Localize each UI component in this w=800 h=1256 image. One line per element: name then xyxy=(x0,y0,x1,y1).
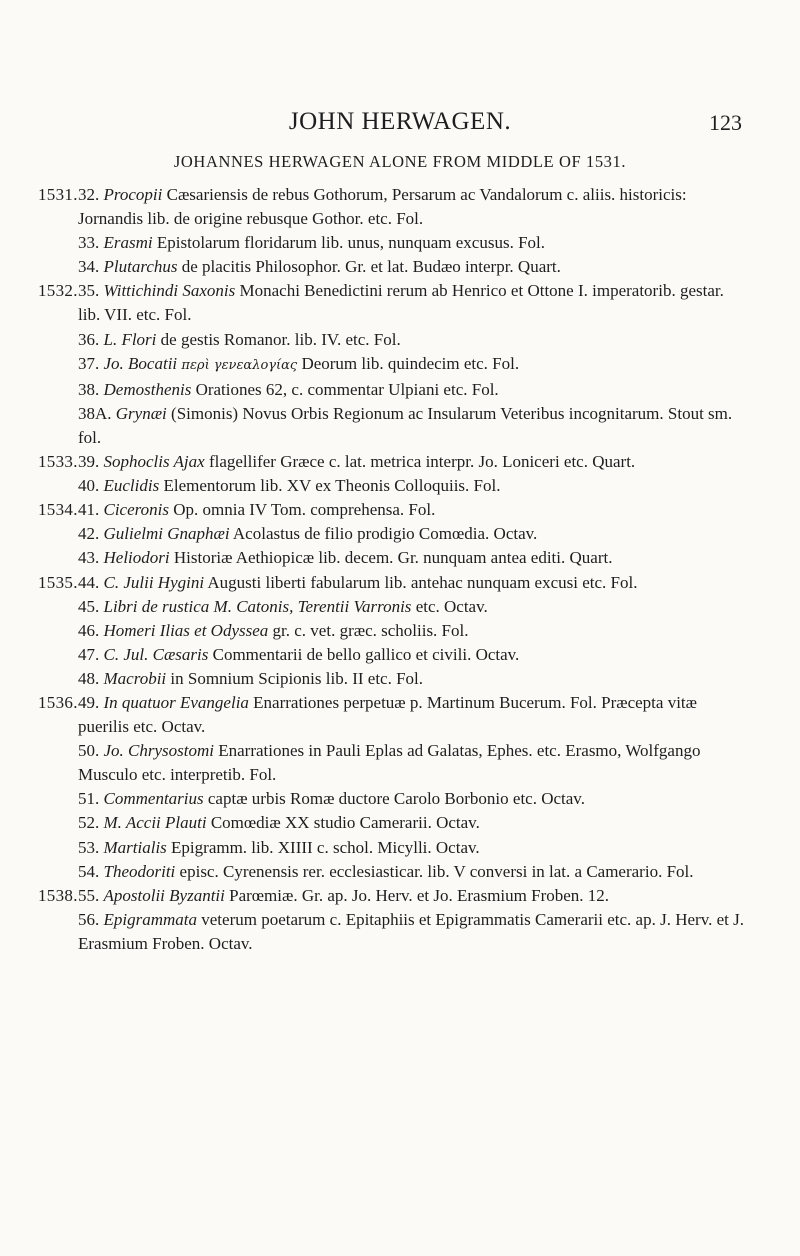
entry-number: 35. xyxy=(78,281,100,301)
entry-number: 44. xyxy=(78,572,100,592)
entry-number: 34. xyxy=(78,257,100,277)
bibliography-entry xyxy=(0,787,800,811)
entry-number: 49. xyxy=(78,692,100,712)
bibliography-entry xyxy=(0,739,800,787)
entry-number: 46. xyxy=(78,620,100,640)
bibliography-entry xyxy=(0,691,800,739)
entry-text xyxy=(78,450,744,474)
entry-description: gr. c. vet. græc. scholiis. Fol. xyxy=(272,620,469,640)
entry-author-title: Libri de rustica M. Catonis, Terentii Varronis xyxy=(103,596,412,616)
entry-year: 1532. xyxy=(38,281,78,301)
entry-author-title: Sophoclis Ajax xyxy=(103,452,205,472)
entry-text xyxy=(78,836,744,860)
bibliography-entry xyxy=(0,328,800,352)
entry-description: flagellifer Græce c. lat. metrica interpr. Jo. Loniceri etc. Quart. xyxy=(208,452,636,472)
bibliography-entry xyxy=(0,908,800,956)
entry-number: 32. xyxy=(78,185,100,204)
entry-author-title: Epigrammata xyxy=(103,909,197,929)
bibliography-entry xyxy=(0,450,800,474)
entry-description: Epigramm. lib. XIIII c. schol. Micylli. Octav. xyxy=(171,837,480,857)
bibliography-entry xyxy=(0,667,800,691)
bibliography-entry xyxy=(0,522,800,546)
entry-author-title: M. Accii Plauti xyxy=(103,813,207,833)
entry-description: veterum poetarum c. Epitaphiis et Epigrammatis Camerarii etc. ap. J. Herv. et J. Erasmium Froben. Octav. xyxy=(78,909,744,953)
bibliography-entry xyxy=(0,860,800,884)
entry-text xyxy=(78,522,744,546)
entry-text xyxy=(78,643,744,667)
bibliography-entry xyxy=(0,279,800,327)
running-head xyxy=(0,108,800,144)
bibliography-entry xyxy=(0,402,800,450)
entry-author-title: Demosthenis xyxy=(103,379,192,399)
bibliography-entry xyxy=(0,546,800,570)
entry-text xyxy=(78,183,744,231)
entry-number: 50. xyxy=(78,741,100,761)
entry-text xyxy=(78,498,744,522)
entry-year: 1534. xyxy=(38,500,78,520)
entry-author-title: Theodoriti xyxy=(103,861,176,881)
entry-description: Comœdiæ XX studio Camerarii. Octav. xyxy=(210,813,480,833)
entry-author-title: Apostolii Byzantii xyxy=(103,885,225,905)
entry-number: 54. xyxy=(78,861,100,881)
entry-description: Epistolarum floridarum lib. unus, nunquam excusus. Fol. xyxy=(156,233,546,253)
entry-description: captæ urbis Romæ ductore Carolo Borbonio etc. Octav. xyxy=(207,789,585,809)
entry-author-title: Jo. Chrysostomi xyxy=(103,741,214,761)
bibliography-list xyxy=(0,183,800,956)
entry-text xyxy=(78,619,744,643)
entry-author-title: Commentarius xyxy=(103,789,204,809)
entry-author-title: C. Jul. Cæsaris xyxy=(103,644,209,664)
entry-description: Enarrationes in Pauli Eplas ad Galatas, Ephes. etc. Erasmo, Wolfgango Musculo etc. interpretib. Fol. xyxy=(78,741,701,785)
entry-author-title: Martialis xyxy=(103,837,167,857)
entry-description: Cæsariensis de rebus Gothorum, Persarum ac Vandalorum c. aliis. historicis: Jornandis lib. de origine rebusque Gothor. etc. Fol. xyxy=(78,185,687,229)
entry-author-title: L. Flori xyxy=(103,329,157,349)
entry-author-title: Erasmi xyxy=(103,233,153,253)
entry-description: Enarrationes perpetuæ p. Martinum Bucerum. Fol. Præcepta vitæ puerilis etc. Octav. xyxy=(78,692,697,737)
entry-number: 38. xyxy=(78,379,100,399)
entry-text xyxy=(78,279,744,327)
entry-number: 55. xyxy=(78,885,100,905)
entry-number: 53. xyxy=(78,837,100,857)
entry-text xyxy=(78,787,744,811)
bibliography-entry xyxy=(0,352,800,378)
entry-author-title: C. Julii Hygini xyxy=(103,572,205,592)
entry-number: 43. xyxy=(78,548,100,568)
entry-number: 41. xyxy=(78,500,100,520)
entry-description: Parœmiæ. Gr. ap. Jo. Herv. et Jo. Erasmium Froben. 12. xyxy=(229,885,610,905)
running-head-title: JOHN HERWAGEN. xyxy=(288,108,512,135)
entry-text xyxy=(78,908,744,956)
section-heading: JOHANNES HERWAGEN ALONE FROM MIDDLE OF 1531. xyxy=(173,152,627,171)
entry-year: 1538. xyxy=(38,885,78,905)
entry-description: de gestis Romanor. lib. IV. etc. Fol. xyxy=(160,329,401,349)
entry-text xyxy=(78,739,744,787)
entry-description: Commentarii de bello gallico et civili. Octav. xyxy=(212,644,520,664)
entry-number: 42. xyxy=(78,524,100,544)
entry-description: Monachi Benedictini rerum ab Henrico et Ottone I. imperatorib. gestar. lib. VII. etc. Fol. xyxy=(78,281,724,325)
bibliography-entry xyxy=(0,231,800,255)
entry-text xyxy=(78,860,744,884)
entry-number: 36. xyxy=(78,329,100,349)
entry-author-title: Gulielmi Gnaphæi xyxy=(103,524,230,544)
entry-number: 51. xyxy=(78,789,100,809)
bibliography-entry xyxy=(0,571,800,595)
entry-greek-text: περὶ γενεαλογίας xyxy=(181,357,298,373)
entry-author-title: Jo. Bocatii xyxy=(103,353,178,373)
entry-author-title: Grynæi xyxy=(115,403,167,423)
bibliography-entry xyxy=(0,643,800,667)
entry-author-title: Heliodori xyxy=(103,548,170,568)
entry-text xyxy=(78,884,744,908)
entry-text xyxy=(78,255,744,279)
entry-description: (Simonis) Novus Orbis Regionum ac Insularum Veteribus incognitarum. Stout sm. fol. xyxy=(78,403,733,447)
entry-author-title: Macrobii xyxy=(103,668,167,688)
bibliography-entry xyxy=(0,183,800,231)
entry-text xyxy=(78,402,744,450)
entry-description: Augusti liberti fabularum lib. antehac nunquam excusi etc. Fol. xyxy=(207,572,638,592)
entry-author-title: Plutarchus xyxy=(103,257,178,277)
page-number: 123 xyxy=(709,110,742,135)
bibliography-entry xyxy=(0,836,800,860)
entry-text xyxy=(78,595,744,619)
entry-author-title: Wittichindi Saxonis xyxy=(103,281,236,301)
entry-description: Orationes 62, c. commentar Ulpiani etc. Fol. xyxy=(195,379,499,399)
entry-number: 52. xyxy=(78,813,100,833)
entry-number: 45. xyxy=(78,596,100,616)
entry-text xyxy=(78,571,744,595)
bibliography-entry xyxy=(0,378,800,402)
entry-text xyxy=(78,474,744,498)
bibliography-entry xyxy=(0,255,800,279)
entry-number: 37. xyxy=(78,353,100,373)
entry-author-title: Euclidis xyxy=(103,476,160,496)
bibliography-entry xyxy=(0,811,800,835)
entry-description: episc. Cyrenensis rer. ecclesiasticar. lib. V conversi in lat. a Camerario. Fol. xyxy=(179,861,694,881)
entry-text xyxy=(78,378,744,402)
entry-author-title: Ciceronis xyxy=(103,500,169,520)
entry-number: 47. xyxy=(78,644,100,664)
entry-text xyxy=(78,667,744,691)
entry-text xyxy=(78,231,744,255)
bibliography-entry xyxy=(0,474,800,498)
entry-number: 38A. xyxy=(78,403,112,423)
entry-number: 33. xyxy=(78,233,100,253)
bibliography-entry xyxy=(0,595,800,619)
entry-text xyxy=(78,352,744,378)
entry-description: Acolastus de filio prodigio Comœdia. Octav. xyxy=(232,524,538,544)
entry-text xyxy=(78,811,744,835)
entry-text xyxy=(78,691,744,739)
entry-description: de placitis Philosophor. Gr. et lat. Budæo interpr. Quart. xyxy=(181,257,561,277)
entry-description: in Somnium Scipionis lib. II etc. Fol. xyxy=(170,668,424,688)
bibliography-entry xyxy=(0,619,800,643)
entry-year: 1531. xyxy=(38,185,78,204)
entry-author-title: In quatuor Evangelia xyxy=(103,692,249,712)
entry-year: 1536. xyxy=(38,692,78,712)
entry-description: Elementorum lib. XV ex Theonis Colloquiis. Fol. xyxy=(163,476,501,496)
entry-year: 1535. xyxy=(38,572,78,592)
entry-number: 39. xyxy=(78,452,100,472)
entry-number: 40. xyxy=(78,476,100,496)
entry-description: Deorum lib. quindecim etc. Fol. xyxy=(301,353,520,373)
entry-number: 48. xyxy=(78,668,100,688)
entry-year: 1533. xyxy=(38,452,78,472)
bibliography-entry xyxy=(0,498,800,522)
entry-author-title: Homeri Ilias et Odyssea xyxy=(103,620,269,640)
entry-description: Historiæ Aethiopicæ lib. decem. Gr. nunquam antea editi. Quart. xyxy=(173,548,613,568)
entry-description: etc. Octav. xyxy=(415,596,488,616)
entry-author-title: Procopii xyxy=(103,185,163,204)
entry-text xyxy=(78,328,744,352)
entry-description: Op. omnia IV Tom. comprehensa. Fol. xyxy=(173,500,436,520)
entry-number: 56. xyxy=(78,909,100,929)
entry-text xyxy=(78,546,744,570)
bibliography-entry xyxy=(0,884,800,908)
